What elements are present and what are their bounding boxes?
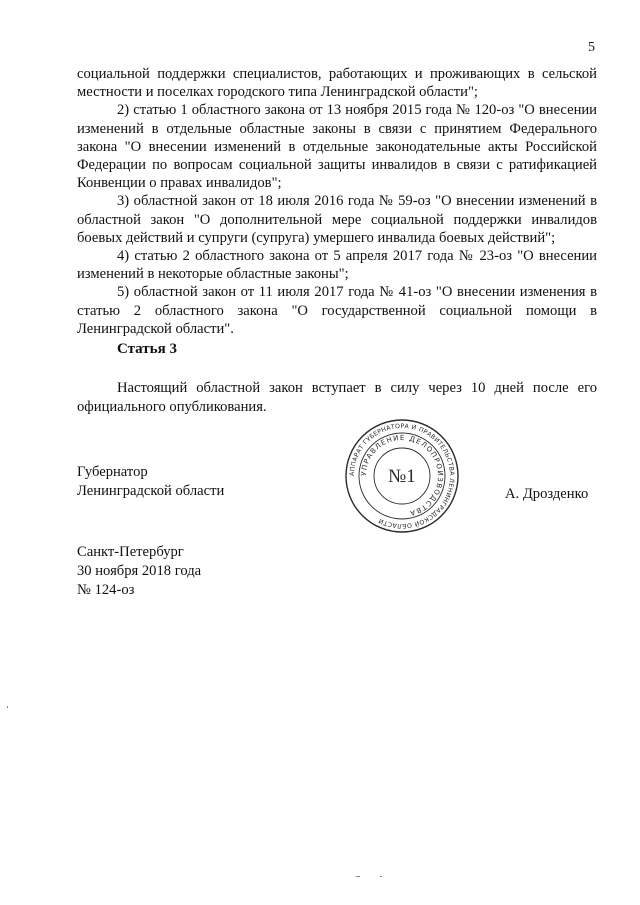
official-stamp bbox=[344, 418, 460, 534]
scan-artifact bbox=[7, 706, 8, 708]
page-number: 5 bbox=[588, 40, 595, 55]
place-date bbox=[77, 543, 201, 600]
date: 30 ноября 2018 года bbox=[77, 563, 202, 579]
law-list bbox=[77, 65, 597, 338]
scan-artifact bbox=[356, 876, 360, 877]
signatory-title-line: Губернатор bbox=[77, 464, 148, 480]
signatory-title bbox=[77, 463, 224, 501]
stamp-ring-text: УПРАВЛЕНИЕ ДЕЛОПРОИЗВОДСТВА bbox=[359, 433, 445, 518]
scan-artifact bbox=[380, 876, 382, 877]
signatory-title-line: Ленинградской области bbox=[77, 483, 225, 499]
stamp-number: №1 bbox=[388, 466, 416, 487]
article-text: Настоящий областной закон вступает в силу через 10 дней после его официального опубликования. bbox=[77, 380, 597, 415]
list-item: 3) областной закон от 18 июля 2016 года № 59-оз "О внесении изменений в областной закон "О дополнительной мере социальной поддержки инвалидов боевых действий и супруги (супруга) умершего инвалида боевых действий"; bbox=[77, 193, 597, 246]
city: Санкт-Петербург bbox=[77, 544, 184, 560]
stamp-outer-text: АППАРАТ ГУБЕРНАТОРА И ПРАВИТЕЛЬСТВА ЛЕНИНГРАДСКОЙ ОБЛАСТИ bbox=[348, 422, 456, 530]
list-item: 5) областной закон от 11 июля 2017 года № 41-оз "О внесении изменения в статью 2 областного закона "О государственной социальной помощи в Ленинградской области". bbox=[77, 284, 597, 337]
law-number: № 124-оз bbox=[77, 582, 135, 598]
list-item: 4) статью 2 областного закона от 5 апреля 2017 года № 23-оз "О внесении изменений в некоторые областные законы"; bbox=[77, 248, 597, 283]
signatory-name: А. Дрозденко bbox=[505, 486, 589, 502]
article-heading: Статья 3 bbox=[117, 341, 177, 357]
list-continuation: социальной поддержки специалистов, работающих и проживающих в сельской местности и поселках городского типа Ленинградской области"; bbox=[77, 66, 597, 101]
list-item: 2) статью 1 областного закона от 13 ноября 2015 года № 120-оз "О внесении изменений в отдельные областные законы в связи с принятием Федерального закона "О внесении изменений в отдельные законодательные акты Российской Федерации по вопросам социальной защиты инвалидов в связи с ратификацией Конвенции о правах инвалидов"; bbox=[77, 102, 597, 192]
